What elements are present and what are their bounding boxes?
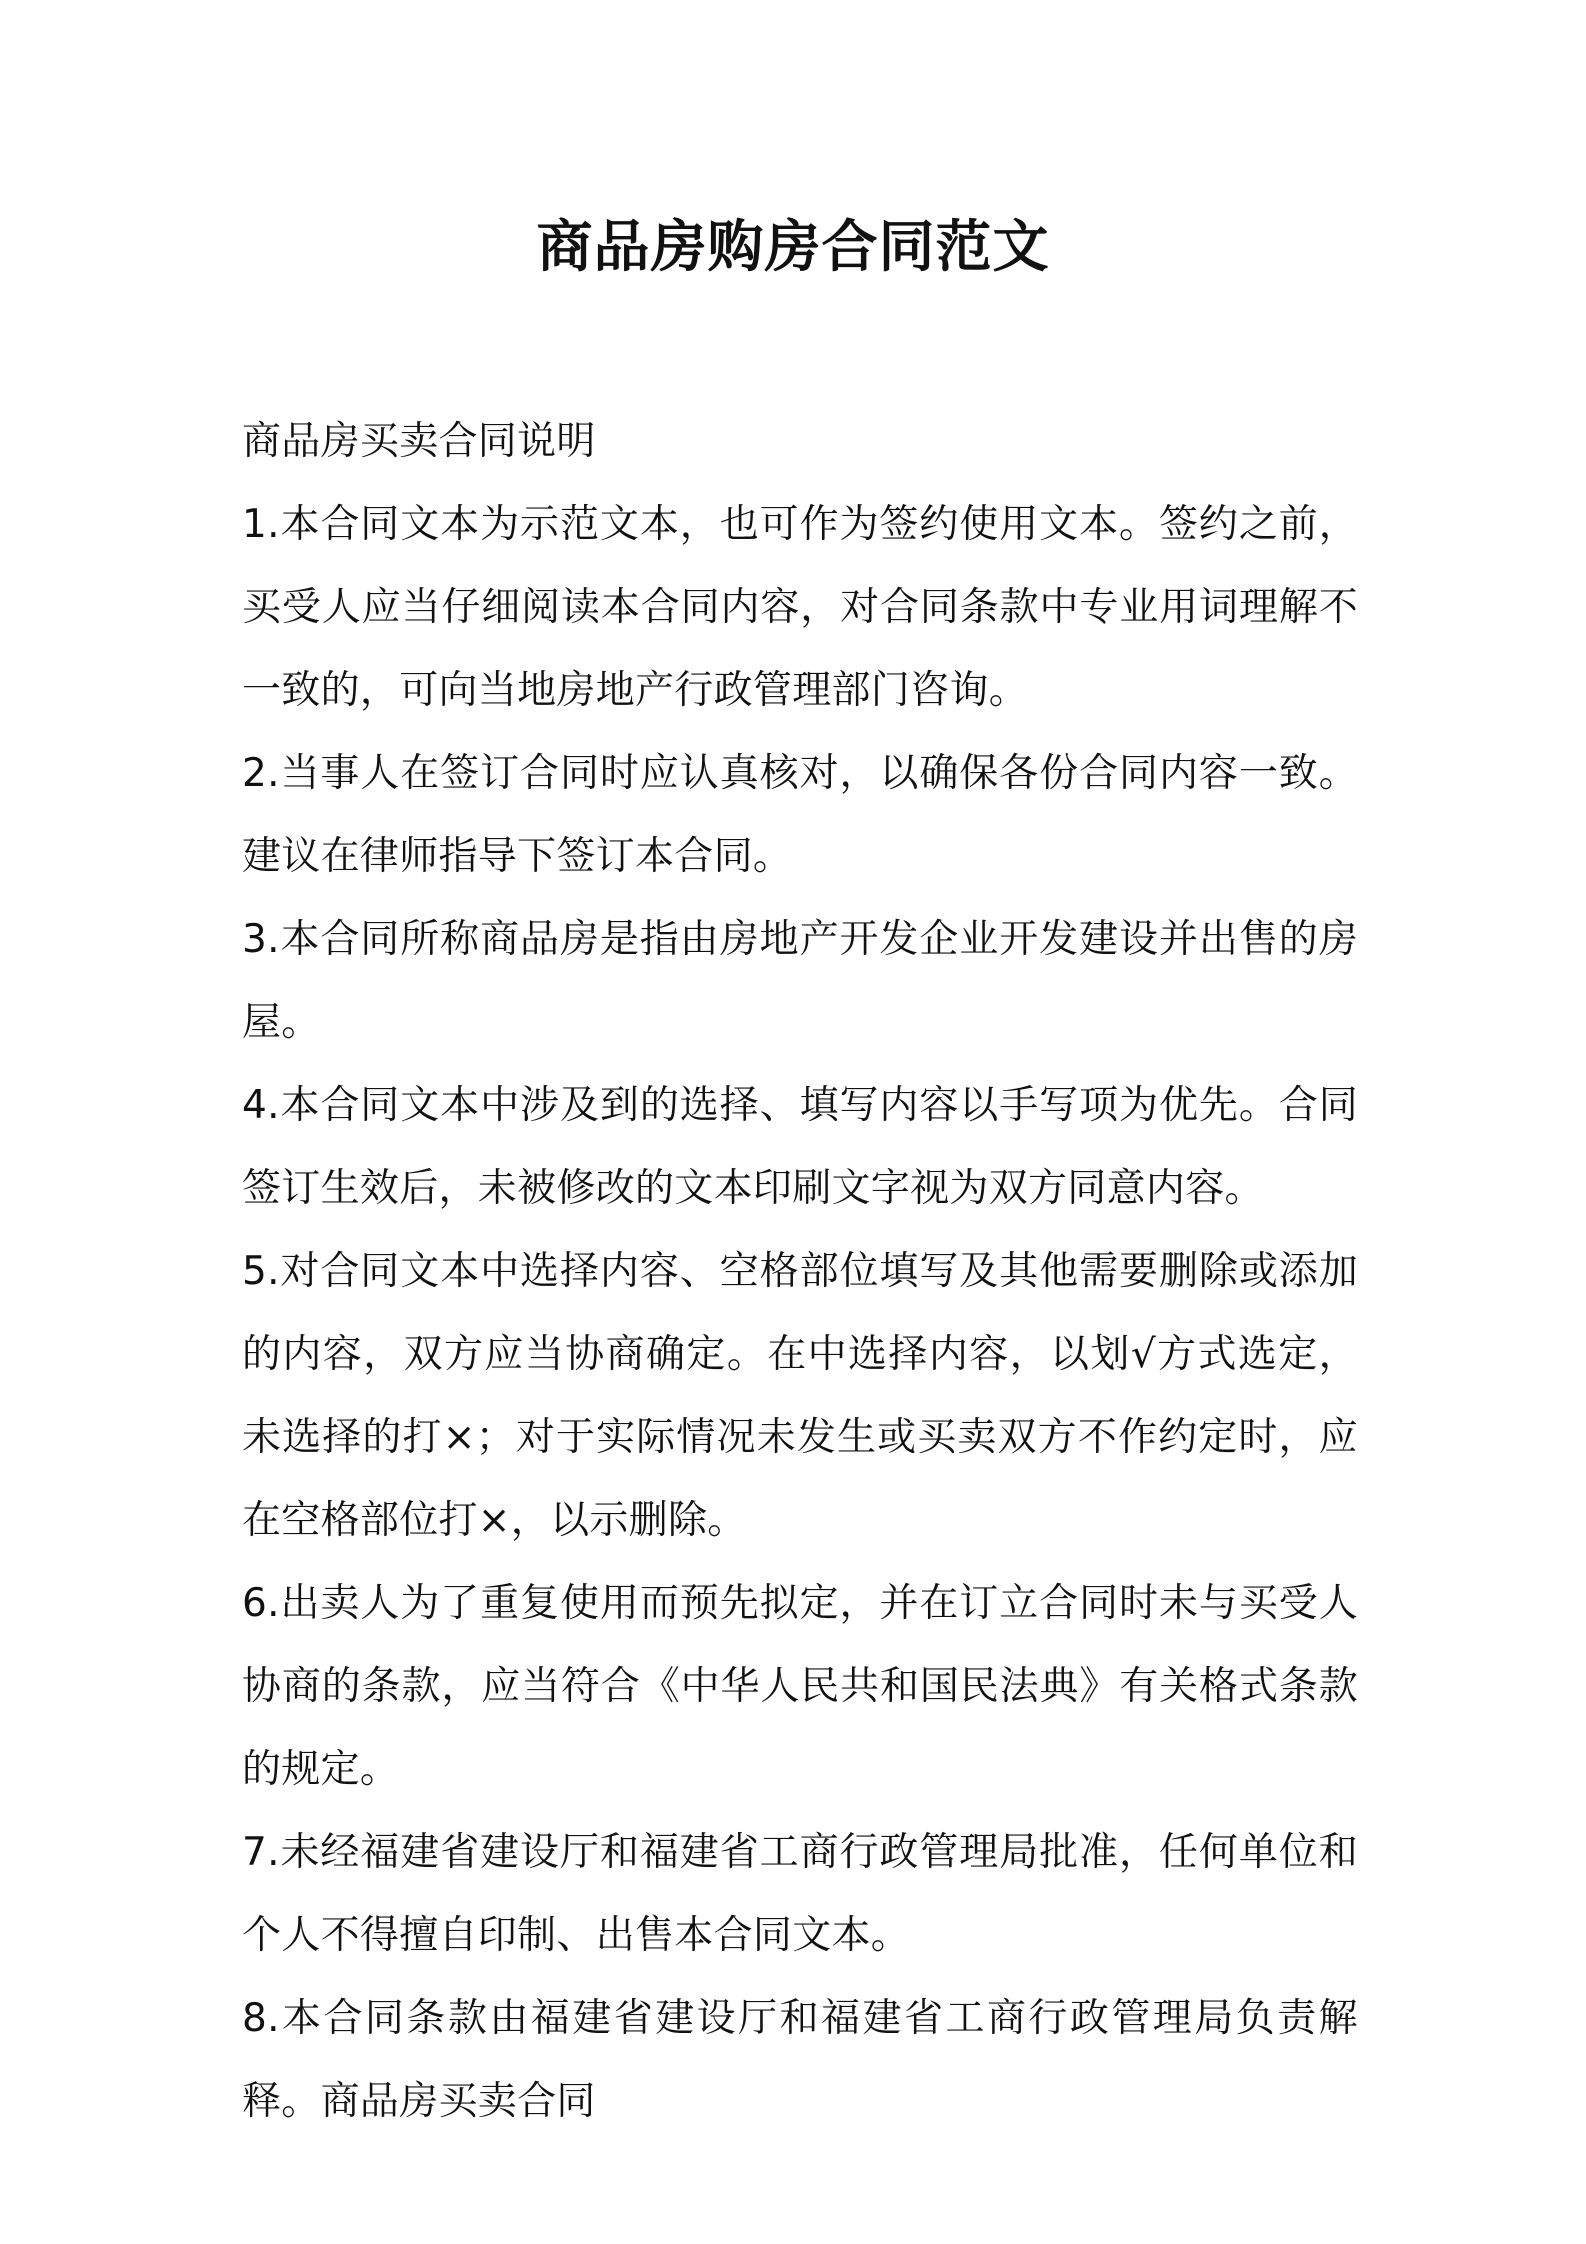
clause-5: 5.对合同文本中选择内容、空格部位填写及其他需要删除或添加的内容，双方应当协商确定。在中选择内容，以划√方式选定，未选择的打×；对于实际情况未发生或买卖双方不作约定时，应在空格部位打×，以示删除。 <box>242 1249 1358 1543</box>
clause-2: 2.当事人在签订合同时应认真核对，以确保各份合同内容一致。建议在律师指导下签订本合同。 <box>242 751 1358 879</box>
clause-1: 1.本合同文本为示范文本，也可作为签约使用文本。签约之前，买受人应当仔细阅读本合同内容，对合同条款中专业用词理解不一致的，可向当地房地产行政管理部门咨询。 <box>242 502 1358 713</box>
section-heading: 商品房买卖合同说明 <box>242 419 596 464</box>
clause-8: 8.本合同条款由福建省建设厅和福建省工商行政管理局负责解释。商品房买卖合同 <box>242 1996 1358 2124</box>
clause-3: 3.本合同所称商品房是指由房地产开发企业开发建设并出售的房屋。 <box>242 917 1358 1045</box>
clause-6: 6.出卖人为了重复使用而预先拟定，并在订立合同时未与买受人协商的条款，应当符合《中华人民共和国民法典》有关格式条款的规定。 <box>242 1581 1358 1792</box>
clause-7: 7.未经福建省建设厅和福建省工商行政管理局批准，任何单位和个人不得擅自印制、出售本合同文本。 <box>242 1830 1358 1958</box>
clause-4: 4.本合同文本中涉及到的选择、填写内容以手写项为优先。合同签订生效后，未被修改的文本印刷文字视为双方同意内容。 <box>242 1083 1358 1211</box>
document-body <box>242 400 1358 2143</box>
document-title: 商品房购房合同范文 <box>536 215 1050 280</box>
